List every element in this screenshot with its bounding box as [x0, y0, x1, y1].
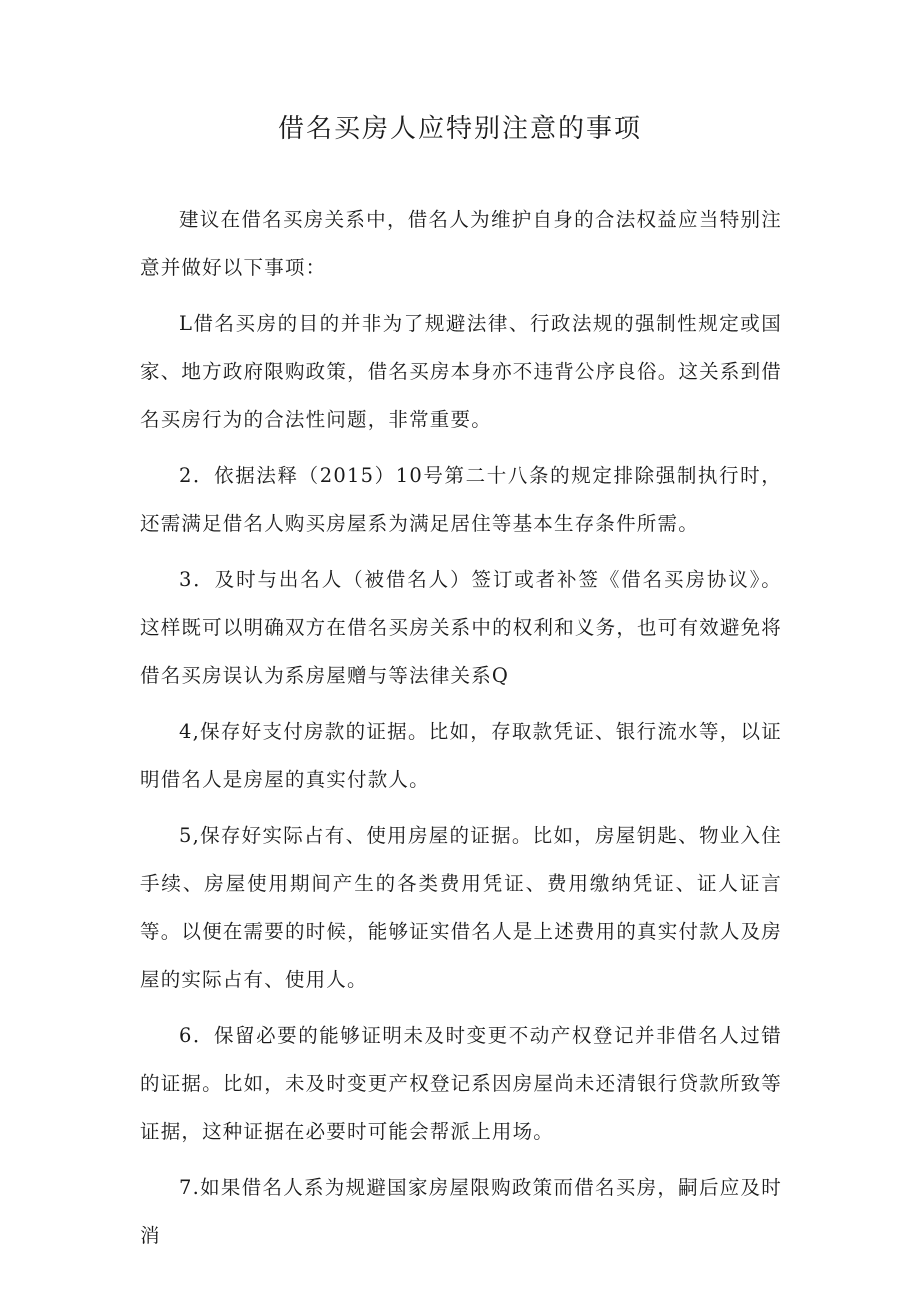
document-title: 借名买房人应特别注意的事项 — [277, 114, 642, 144]
paragraph-item-1: L借名买房的目的并非为了规避法律、行政法规的强制性规定或国家、地方政府限购政策，借名买房本身亦不违背公序良俗。这关系到借名买房行为的合法性问题，非常重要。 — [140, 312, 782, 431]
paragraph-item-2: 2．依据法释（2015）10号第二十八条的规定排除强制执行时，还需满足借名人购买房屋系为满足居住等基本生存条件所需。 — [140, 464, 782, 535]
paragraph-item-4: 4,保存好支付房款的证据。比如，存取款凭证、银行流水等，以证明借名人是房屋的真实付款人。 — [140, 720, 782, 791]
paragraph-item-3: 3．及时与出名人（被借名人）签订或者补签《借名买房协议》。这样既可以明确双方在借名买房关系中的权利和义务，也可有效避免将借名买房误认为系房屋赠与等法律关系Q — [140, 568, 782, 687]
paragraph-item-5: 5,保存好实际占有、使用房屋的证据。比如，房屋钥匙、物业入住手续、房屋使用期间产生的各类费用凭证、费用缴纳凭证、证人证言等。以便在需要的时候，能够证实借名人是上述费用的真实付款人及房屋的实际占有、使用人。 — [140, 824, 782, 991]
paragraph-item-6: 6．保留必要的能够证明未及时变更不动产权登记并非借名人过错的证据。比如，未及时变更产权登记系因房屋尚未还清银行贷款所致等证据，这种证据在必要时可能会帮派上用场。 — [140, 1024, 782, 1143]
document-body — [140, 196, 782, 1268]
paragraph-item-7: 7.如果借名人系为规避国家房屋限购政策而借名买房，嗣后应及时消 — [140, 1176, 782, 1247]
paragraph-intro: 建议在借名买房关系中，借名人为维护自身的合法权益应当特别注意并做好以下事项： — [140, 208, 782, 279]
